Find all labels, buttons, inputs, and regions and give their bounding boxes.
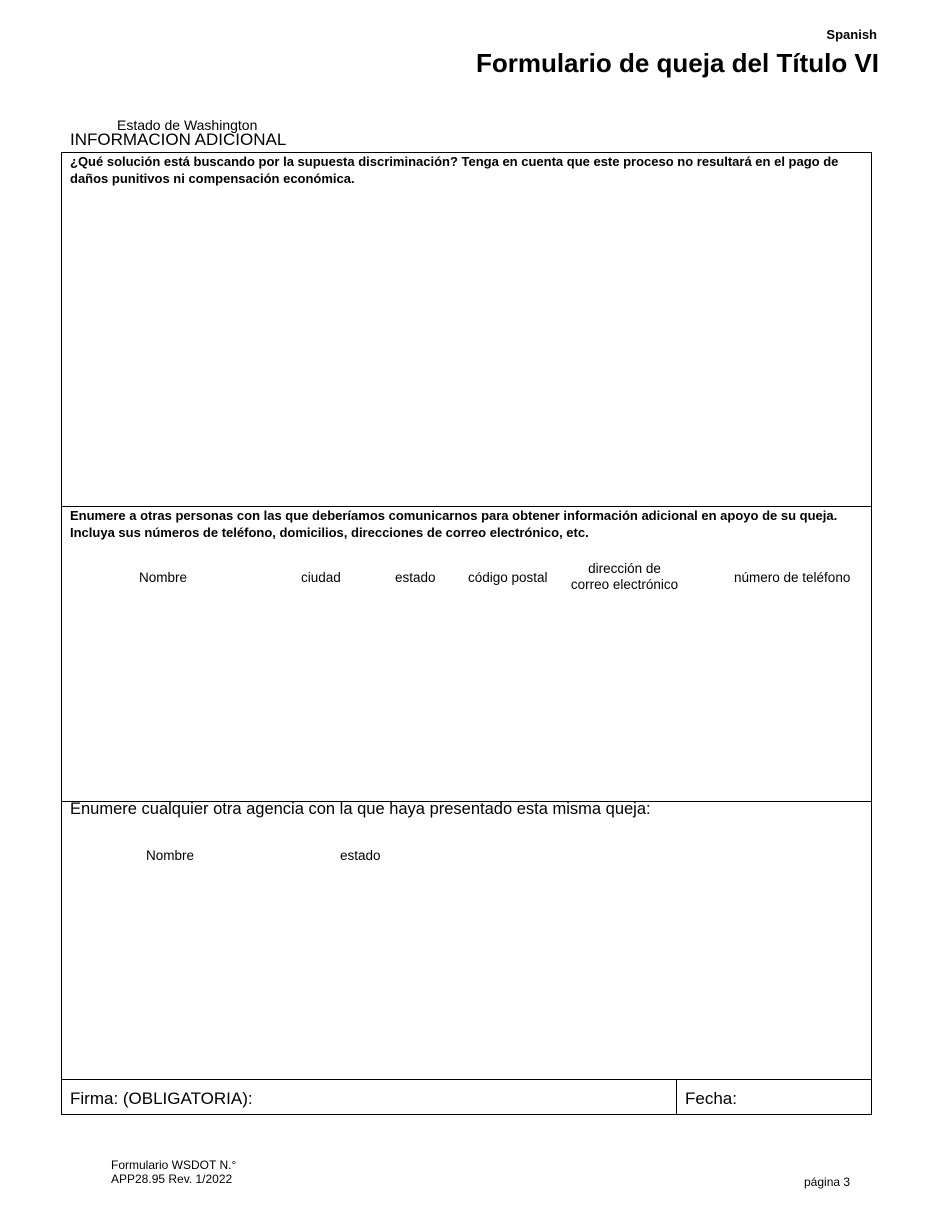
- form-number: [111, 1158, 236, 1186]
- solution-answer-area[interactable]: [62, 189, 871, 505]
- column-header-phone: número de teléfono: [734, 570, 851, 585]
- column-header-state: estado: [395, 570, 436, 585]
- state-label: Estado de Washington: [117, 117, 258, 133]
- section-title: INFORMACION ADICIONAL: [70, 130, 287, 149]
- column-header-name: Nombre: [139, 570, 188, 585]
- form-number-line2: APP28.95 Rev. 1/2022: [111, 1172, 233, 1186]
- page-number: página 3: [804, 1175, 851, 1189]
- column-header-email-line1: dirección de: [588, 561, 661, 576]
- page-title: Formulario de queja del Título VI: [475, 48, 879, 78]
- agencies-question: Enumere cualquier otra agencia con la que haya presentado esta misma queja:: [70, 800, 651, 818]
- form-number-line1: Formulario WSDOT N.°: [111, 1158, 237, 1172]
- agency-column-header-name: Nombre: [146, 848, 195, 863]
- signature-label: Firma: (OBLIGATORIA):: [70, 1089, 253, 1108]
- column-header-email-line2: correo electrónico: [570, 577, 679, 592]
- column-header-city: ciudad: [301, 570, 341, 585]
- column-header-zip: código postal: [468, 570, 548, 585]
- signature-field[interactable]: [62, 1080, 676, 1114]
- agencies-answer-area[interactable]: [62, 871, 871, 1078]
- date-field[interactable]: [677, 1080, 871, 1114]
- agency-column-header-state: estado: [340, 848, 381, 863]
- solution-question: ¿Qué solución está buscando por la supuesta discriminación? Tenga en cuenta que este proceso no resultará en el pago de daños punitivos ni compensación económica.: [70, 154, 839, 186]
- form-frame: [61, 152, 872, 1115]
- contacts-answer-area[interactable]: [62, 595, 871, 800]
- language-label: Spanish: [826, 27, 877, 42]
- column-header-email: [567, 561, 682, 593]
- date-label: Fecha:: [685, 1089, 737, 1108]
- contacts-question: Enumere a otras personas con las que deberíamos comunicarnos para obtener información adicional en apoyo de su queja. Incluya sus números de teléfono, domicilios, direcciones de correo electrónico, etc.: [70, 508, 838, 540]
